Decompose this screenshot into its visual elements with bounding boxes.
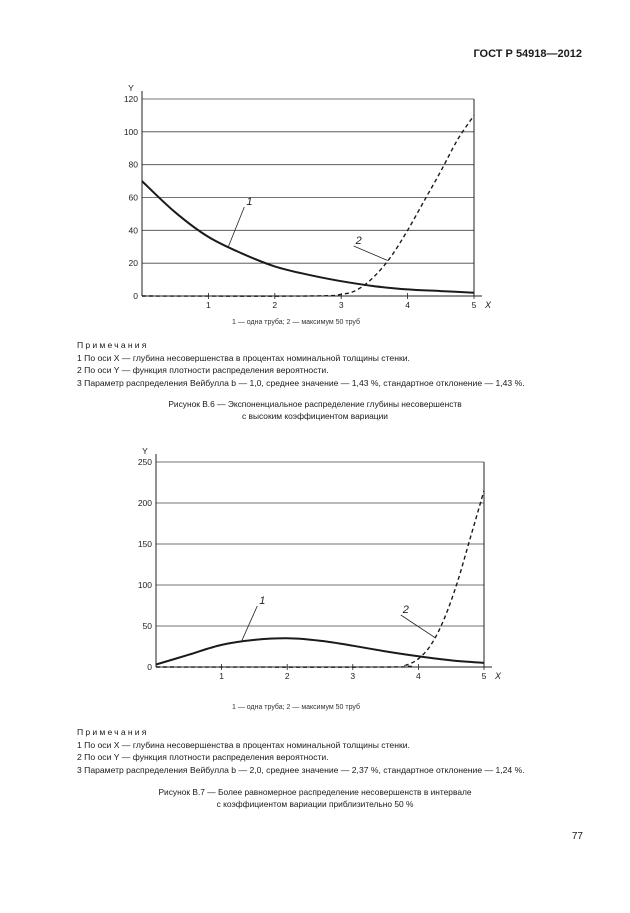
notes-title: Примечания [77,340,149,350]
figure-b6-caption [0,398,630,422]
y-tick-label: 120 [123,94,138,104]
figure-b7-legend: 1 — одна труба; 2 — максимум 50 труб [232,704,360,711]
figure-b7-chart [0,444,630,694]
note-line: 3 Параметр распределения Вейбулла b — 1,0, среднее значение — 1,43 %, стандартное отклонение — 1,43 %. [77,378,525,389]
x-tick-label: 2 [272,300,278,310]
figure-b7-notes [77,726,525,777]
y-tick-label: 0 [147,662,152,672]
series-2-callout-label: 2 [355,235,362,247]
x-tick-label: 4 [416,671,421,681]
series-1-callout-label: 1 [246,196,253,208]
series-2-callout-label: 2 [402,604,409,616]
x-axis-title: X [494,671,502,681]
notes-title: Примечания [77,727,149,737]
figure-b6-legend: 1 — одна труба; 2 — максимум 50 труб [232,319,360,326]
callout-leader-line [241,606,257,642]
x-tick-label: 3 [338,300,344,310]
x-tick-label: 5 [471,300,477,310]
y-tick-label: 20 [128,258,138,269]
y-tick-label: 60 [128,192,138,203]
y-axis-title: Y [142,446,148,456]
caption-line: с коэффициентом вариации приблизительно 50 % [216,799,414,809]
callout-leader-line [354,246,388,261]
caption-line: Рисунок В.6 — Экспоненциальное распределение глубины несовершенств [168,399,462,409]
y-axis-title: Y [128,83,134,93]
x-tick-label: 1 [206,300,211,310]
note-line: 2 По оси Y — функция плотности распределения вероятности. [77,365,329,376]
y-tick-label: 100 [137,580,152,590]
series-2-line [142,115,474,296]
series-1-line [156,638,484,664]
figure-b7-caption [0,786,630,810]
y-tick-label: 40 [128,225,138,236]
y-tick-label: 150 [137,539,152,549]
figure-b6-chart [0,80,630,315]
note-line: 2 По оси Y — функция плотности распределения вероятности. [77,752,329,763]
note-line: 3 Параметр распределения Вейбулла b — 2,0, среднее значение — 2,37 %, стандартное отклонение — 1,24 %. [77,765,525,776]
x-tick-label: 3 [350,671,356,681]
caption-line: с высоким коэффициентом вариации [242,411,388,421]
y-tick-label: 80 [128,159,138,170]
figure-b6-notes [77,339,525,390]
x-tick-label: 4 [405,300,410,310]
page-number: 77 [571,831,583,842]
note-line: 1 По оси X — глубина несовершенства в процентах номинальной толщины стенки. [77,739,410,750]
standard-code: ГОСТ Р 54918—2012 [473,48,582,60]
y-tick-label: 100 [123,126,138,137]
y-tick-label: 250 [137,457,152,467]
y-tick-label: 50 [142,621,152,631]
series-1-callout-label: 1 [259,595,266,607]
callout-leader-line [228,207,244,247]
x-tick-label: 1 [219,671,224,681]
caption-line: Рисунок В.7 — Более равномерное распределение несовершенств в интервале [158,787,472,797]
x-tick-label: 2 [284,671,290,681]
y-tick-label: 0 [133,291,138,301]
y-tick-label: 200 [137,498,152,508]
note-line: 1 По оси X — глубина несовершенства в процентах номинальной толщины стенки. [77,352,410,363]
x-axis-title: X [484,300,492,310]
x-tick-label: 5 [481,671,487,681]
